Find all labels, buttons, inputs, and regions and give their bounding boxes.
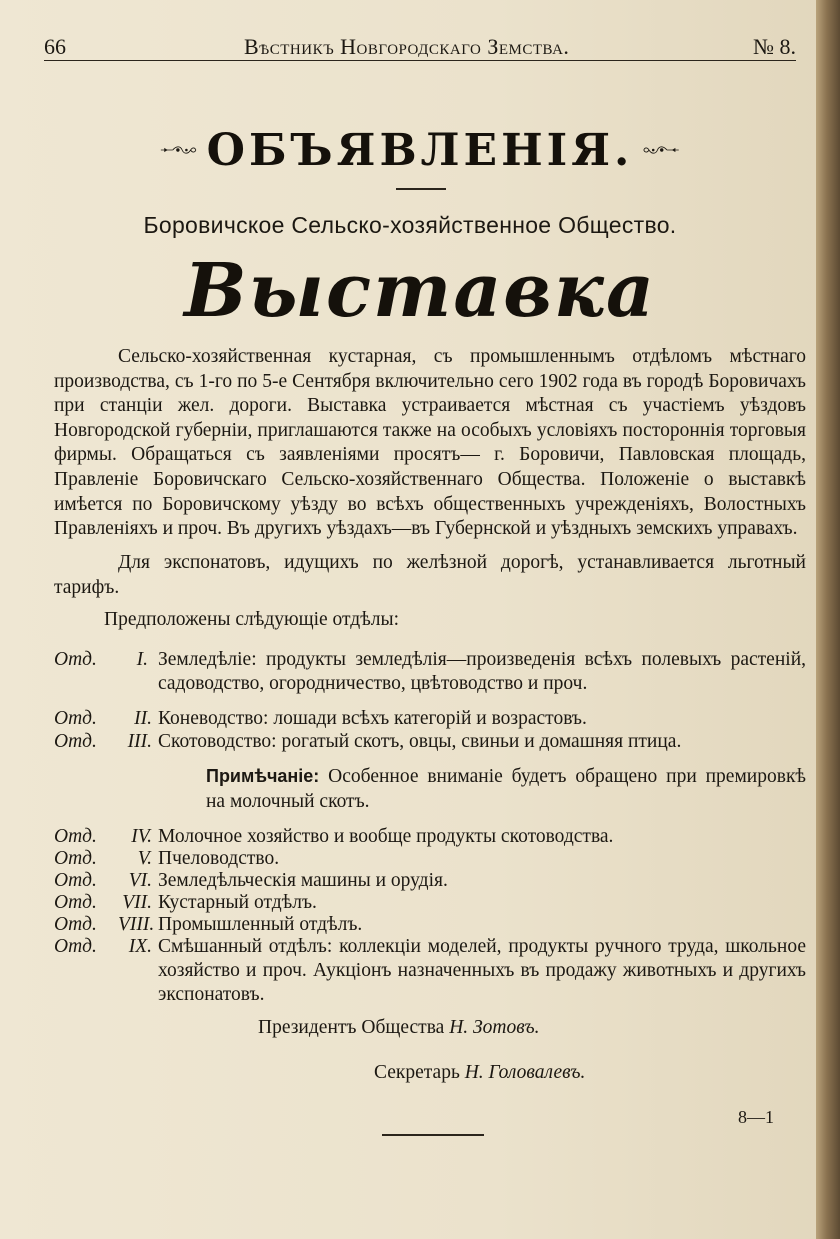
note-block [206,764,806,814]
issue-mark: 8—1 [738,1107,774,1127]
department-code: Отд. [54,649,97,670]
secretary-name: Н. Головалевъ. [464,1062,586,1083]
issue-number: № 8. [753,34,796,59]
president-name: Н. Зотовъ. [449,1017,540,1038]
president-signature [258,1017,539,1039]
department-roman: IX. [128,936,152,957]
president-role: Президентъ Общества [258,1017,445,1038]
right-flourish-icon [643,135,680,165]
department-code: Отд. [54,826,97,847]
society-name: Боровичское Сельско-хозяйственное Общество. [143,212,677,238]
announcement-paragraph: Сельско-хозяйственная кустарная, съ промышленнымъ отдѣломъ мѣстнаго производства, съ 1-го по 5-е Сентября включительно сего 1902 года въ городѣ Боровичахъ при станціи жел. дороги. Выставка устраивается мѣстная съ участіемъ уѣздовъ Новгородской губерніи, приглашаются также на особыхъ условіяхъ постороннія торговыя фирмы. Обращаться съ заявленіями просятъ— г. Боровичи, Павловская площадь, Правленіе Боровичскаго Сельско-хозяйственнаго Общества. Положеніе о выставкѣ имѣется по Боровичскому уѣзду во всѣхъ общественныхъ учрежденіяхъ, Волостныхъ Правленіяхъ и проч. Въ другихъ уѣздахъ—въ Губернской и уѣздныхъ земскихъ управахъ. [54,346,806,540]
department-roman: VI. [128,870,152,891]
department-text: Смѣшанный отдѣлъ: коллекціи моделей, продукты ручного труда, школьное хозяйство и проч. Аукціонъ назначенныхъ въ продажу животныхъ и другихъ экспонатовъ. [158,936,806,1005]
department-item [54,707,806,731]
department-roman: VII. [122,892,152,913]
department-item [54,935,806,1007]
department-roman: I. [136,649,148,670]
department-code: Отд. [54,848,97,869]
exhibition-headline: Выставка [184,248,656,334]
closing-rule [382,1134,484,1136]
departments-intro: Предположены слѣдующіе отдѣлы: [104,609,400,630]
department-item [54,825,806,849]
left-flourish-icon [160,135,197,165]
page-number: 66 [44,34,66,59]
department-text: Земледѣльческія машины и орудія. [158,870,448,891]
department-roman: VIII. [118,914,155,935]
header-rule [44,60,796,61]
section-heading [160,122,680,178]
journal-title: Вѣстникъ Новгородскаго Земства. [244,34,570,59]
department-text: Молочное хозяйство и вообще продукты скотоводства. [158,826,614,847]
tariff-paragraph: Для экспонатовъ, идущихъ по желѣзной дорогѣ, устанавливается льготный тарифъ. [54,552,806,598]
department-text: Коневодство: лошади всѣхъ категорій и возрастовъ. [158,708,587,729]
department-roman: IV. [131,826,152,847]
department-code: Отд. [54,870,97,891]
department-text: Пчеловодство. [158,848,280,869]
department-item [54,730,806,754]
department-item [54,847,806,871]
department-item [54,648,806,696]
department-code: Отд. [54,892,97,913]
department-text: Земледѣліе: продукты земледѣлія—произведенія всѣхъ полевыхъ растеній, садоводство, огородничество, цвѣтоводство и проч. [158,649,806,694]
department-code: Отд. [54,914,97,935]
department-text: Скотоводство: рогатый скотъ, овцы, свиньи и домашняя птица. [158,731,682,752]
department-code: Отд. [54,731,97,752]
department-roman: II. [134,708,152,729]
department-text: Кустарный отдѣлъ. [158,892,317,913]
title-rule [396,188,446,190]
section-title: ОБЪЯВЛЕНІЯ. [206,124,634,176]
department-code: Отд. [54,708,97,729]
department-text: Промышленный отдѣлъ. [158,914,363,935]
note-text: Особенное вниманіе будетъ обращено при премировкѣ на молочный скотъ. [206,766,807,812]
secretary-role: Секретарь [374,1062,460,1083]
department-roman: V. [137,848,152,869]
department-item [54,913,806,937]
department-item [54,869,806,893]
book-spine-edge [816,0,840,1239]
secretary-signature [374,1062,585,1084]
note-label: Примѣчаніе: [206,766,320,786]
department-item [54,891,806,915]
department-roman: III. [127,731,152,752]
department-code: Отд. [54,936,97,957]
